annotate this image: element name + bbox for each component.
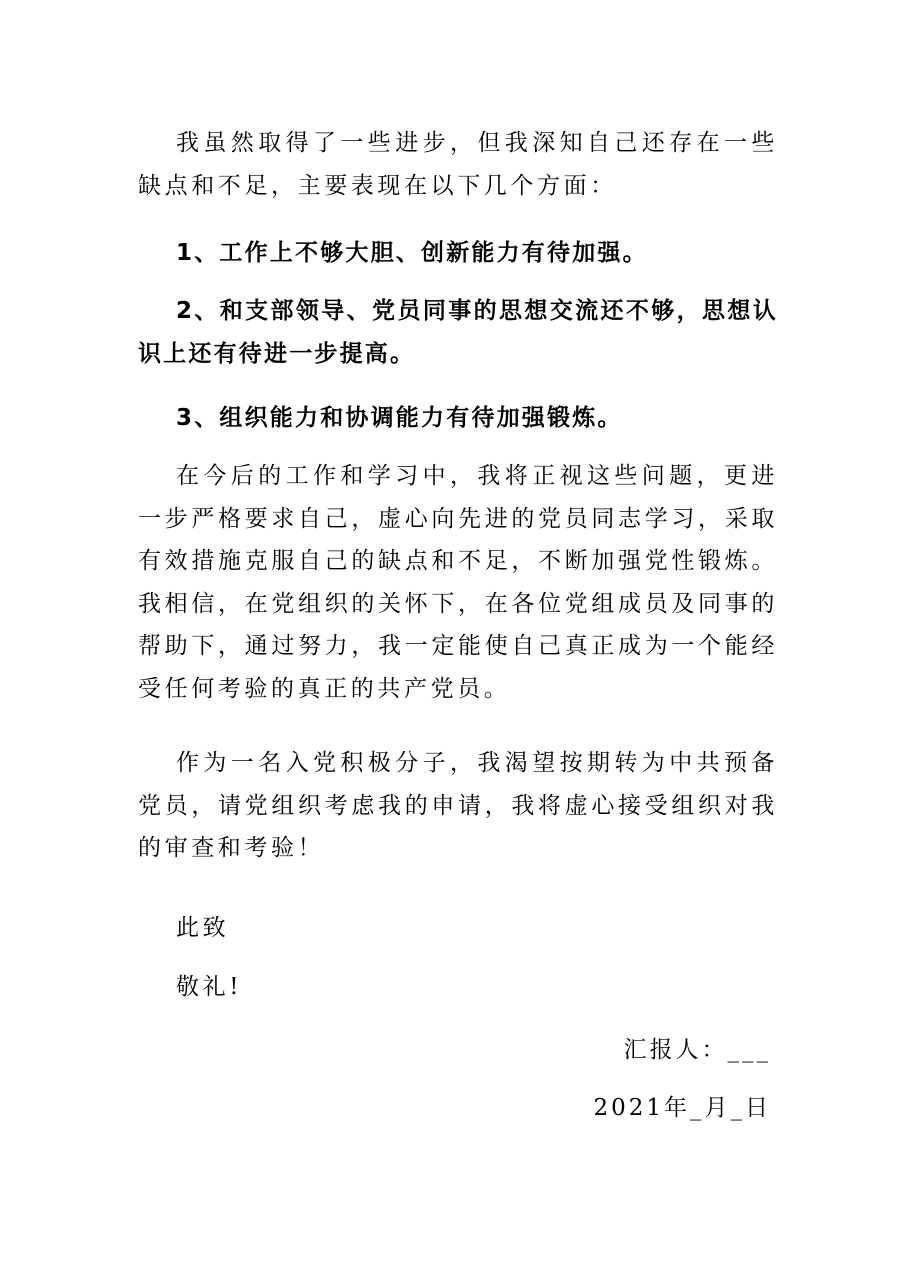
paragraph-point-3: 3、组织能力和协调能力有待加强锻炼。 [176, 405, 623, 431]
paragraph-shortcomings-intro: 我虽然取得了一些进步，但我深知自己还存在一些缺点和不足，主要表现在以下几个方面： [138, 130, 778, 199]
paragraph-application: 作为一名入党积极分子，我渴望按期转为中共预备党员，请党组织考虑我的申请，我将虚心接受组织对我的审查和考验！ [138, 750, 778, 861]
paragraph-future-plans: 在今后的工作和学习中，我将正视这些问题，更进一步严格要求自己，虚心向先进的党员同志学习，采取有效措施克服自己的缺点和不足，不断加强党性锻炼。我相信，在党组织的关怀下，在各位党组成员及同事的帮助下，通过努力，我一定能使自己真正成为一个能经受任何考验的真正的共产党员。 [138, 463, 778, 702]
closing-respect: 敬礼! [176, 974, 243, 1000]
paragraph-point-1: 1、工作上不够大胆、创新能力有待加强。 [176, 240, 648, 266]
closing-salutation: 此致 [176, 915, 230, 941]
report-date: 2021年_月_日 [593, 1095, 771, 1121]
paragraph-point-2: 2、和支部领导、党员同事的思想交流还不够，思想认识上还有待进一步提高。 [138, 298, 778, 367]
reporter-signature: 汇报人：___ [623, 1037, 771, 1063]
